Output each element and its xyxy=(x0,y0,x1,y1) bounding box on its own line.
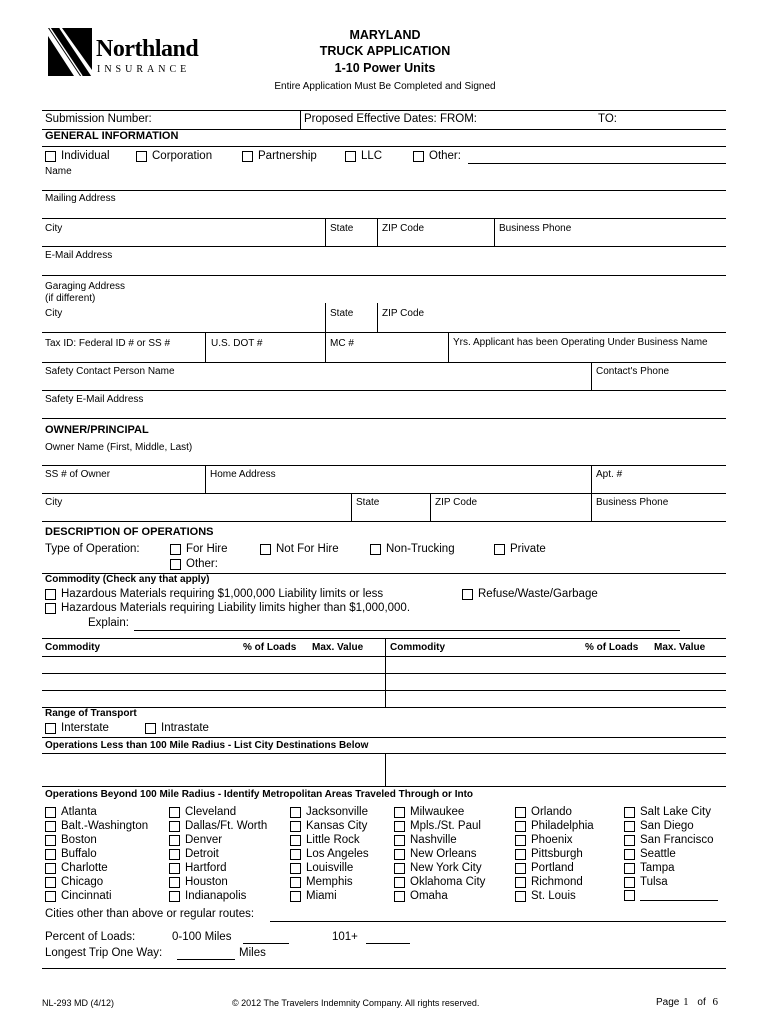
zip-label: ZIP Code xyxy=(382,223,425,234)
corporation-checkbox[interactable]: Corporation xyxy=(136,150,212,162)
city-label: Portland xyxy=(531,862,574,874)
owner-state-label: State xyxy=(356,497,380,508)
city-checkbox[interactable] xyxy=(290,834,360,846)
commodity-row-3[interactable] xyxy=(42,707,726,708)
city-checkbox[interactable] xyxy=(515,820,594,832)
city-label: New York City xyxy=(410,862,482,874)
city-label: City xyxy=(45,223,63,234)
safety-email-label: Safety E-Mail Address xyxy=(45,394,144,405)
other-cities-field[interactable] xyxy=(270,921,726,922)
garaging-address-label: Garaging Address xyxy=(45,281,126,292)
explain-field[interactable] xyxy=(134,630,680,631)
city-label: Miami xyxy=(306,890,337,902)
effective-dates-label: Proposed Effective Dates: FROM: xyxy=(304,113,477,125)
non-trucking-checkbox[interactable]: Non-Trucking xyxy=(370,543,455,555)
page-number: 1 xyxy=(683,996,689,1008)
years-operating-label: Yrs. Applicant has been Operating Under Business Name xyxy=(453,337,708,348)
form-number: NL-293 MD (4/12) xyxy=(42,998,115,1008)
page-total: 6 xyxy=(712,996,719,1008)
private-checkbox[interactable]: Private xyxy=(494,543,546,555)
logo-sub: INSURANCE xyxy=(97,64,191,75)
miles-label: Miles xyxy=(239,947,266,959)
city-label: Atlanta xyxy=(61,806,97,818)
city-label: Buffalo xyxy=(61,848,97,860)
name-label: Name xyxy=(45,166,72,177)
garaging-zip-label: ZIP Code xyxy=(382,308,425,319)
mc-number-label: MC # xyxy=(330,338,354,349)
city-checkbox[interactable] xyxy=(624,834,714,846)
city-checkbox[interactable] xyxy=(45,876,103,888)
longest-trip-field[interactable] xyxy=(177,959,235,960)
city-checkbox[interactable] xyxy=(394,834,457,846)
owner-name-field[interactable] xyxy=(42,465,726,466)
state-label: State xyxy=(330,223,354,234)
city-other-blank xyxy=(640,890,718,901)
business-phone-label: Business Phone xyxy=(499,223,572,234)
city-label: San Francisco xyxy=(640,834,714,846)
other-checkbox[interactable]: Other: xyxy=(413,150,461,162)
garaging-city-label: City xyxy=(45,308,63,319)
range-101-field[interactable] xyxy=(366,943,410,944)
city-checkbox[interactable] xyxy=(169,862,227,874)
owner-name-label: Owner Name (First, Middle, Last) xyxy=(45,442,193,453)
page-indicator: Page 1 of 6 xyxy=(656,996,719,1008)
city-label: Hartford xyxy=(185,862,227,874)
range-101-label: 101+ xyxy=(332,931,358,943)
city-checkbox[interactable] xyxy=(394,876,485,888)
title-units: 1-10 Power Units xyxy=(334,61,436,75)
range-transport-heading: Range of Transport xyxy=(45,708,137,719)
individual-checkbox[interactable]: Individual xyxy=(45,150,110,162)
interstate-checkbox[interactable]: Interstate xyxy=(45,722,109,734)
commodity-row-2[interactable] xyxy=(42,690,726,691)
city-label: Philadelphia xyxy=(531,820,594,832)
city-checkbox[interactable] xyxy=(515,890,576,902)
city-label: Indianapolis xyxy=(185,890,247,902)
city-label: Salt Lake City xyxy=(640,806,711,818)
city-label: Los Angeles xyxy=(306,848,369,860)
city-label: Oklahoma City xyxy=(410,876,486,888)
city-checkbox[interactable] xyxy=(624,820,694,832)
city-checkbox[interactable] xyxy=(624,848,676,860)
city-label: Richmond xyxy=(531,876,583,888)
city-label: Dallas/Ft. Worth xyxy=(185,820,268,832)
city-label: Phoenix xyxy=(531,834,573,846)
city-checkbox[interactable] xyxy=(394,890,448,902)
refuse-checkbox[interactable]: Refuse/Waste/Garbage xyxy=(462,588,598,600)
range-0-100-label: 0-100 Miles xyxy=(172,931,232,943)
home-address-label: Home Address xyxy=(210,469,276,480)
city-label: Omaha xyxy=(410,890,448,902)
city-checkbox[interactable] xyxy=(290,876,353,888)
less-100-heading: Operations Less than 100 Mile Radius - List City Destinations Below xyxy=(45,740,369,751)
city-label: San Diego xyxy=(640,820,694,832)
loads-col-header-2: % of Loads xyxy=(585,642,639,653)
city-checkbox[interactable] xyxy=(515,862,574,874)
city-label: Kansas City xyxy=(306,820,368,832)
hazmat-low-checkbox[interactable]: Hazardous Materials requiring $1,000,000 Liability limits or less xyxy=(45,588,383,600)
range-0-100-field[interactable] xyxy=(243,943,289,944)
city-checkbox[interactable] xyxy=(169,806,236,818)
city-label: Milwaukee xyxy=(410,806,465,818)
city-checkbox[interactable] xyxy=(290,806,368,818)
name-field[interactable] xyxy=(42,190,726,191)
operations-heading: DESCRIPTION OF OPERATIONS xyxy=(45,526,214,538)
loads-col-header: % of Loads xyxy=(243,642,297,653)
city-checkbox[interactable] xyxy=(45,862,108,874)
city-label: Charlotte xyxy=(61,862,108,874)
city-checkbox[interactable] xyxy=(624,890,718,901)
city-checkbox[interactable] xyxy=(169,848,219,860)
copyright-text: © 2012 The Travelers Indemnity Company. All rights reserved. xyxy=(232,998,480,1008)
city-label: Memphis xyxy=(306,876,353,888)
city-label: Tampa xyxy=(640,862,675,874)
city-checkbox[interactable] xyxy=(45,820,148,832)
intrastate-checkbox[interactable]: Intrastate xyxy=(145,722,209,734)
email-field[interactable] xyxy=(42,275,726,276)
city-checkbox[interactable] xyxy=(169,876,228,888)
city-label: Orlando xyxy=(531,806,572,818)
city-label: Chicago xyxy=(61,876,104,888)
commodity-heading: Commodity (Check any that apply) xyxy=(45,574,210,585)
other-cities-label: Cities other than above or regular routes: xyxy=(45,908,255,920)
owner-ss-label: SS # of Owner xyxy=(45,469,111,480)
mailing-address-field[interactable] xyxy=(42,218,726,219)
beyond-100-heading: Operations Beyond 100 Mile Radius - Identify Metropolitan Areas Traveled Through or Into xyxy=(45,789,474,800)
contact-phone-label: Contact's Phone xyxy=(596,366,670,377)
city-checkbox[interactable] xyxy=(394,820,481,832)
city-checkbox[interactable] xyxy=(290,848,369,860)
city-checkbox[interactable] xyxy=(394,862,482,874)
apt-label: Apt. # xyxy=(596,469,623,480)
city-label: Little Rock xyxy=(306,834,360,846)
max-value-col-header-2: Max. Value xyxy=(654,642,706,653)
email-label: E-Mail Address xyxy=(45,250,113,261)
longest-trip-label: Longest Trip One Way: xyxy=(45,947,163,959)
city-checkbox[interactable] xyxy=(290,862,353,874)
city-checkbox[interactable] xyxy=(624,862,675,874)
city-label: Cincinnati xyxy=(61,890,112,902)
percent-loads-label: Percent of Loads: xyxy=(45,931,136,943)
owner-city-label: City xyxy=(45,497,63,508)
city-checkbox[interactable] xyxy=(169,890,246,902)
owner-business-phone-label: Business Phone xyxy=(596,497,669,508)
city-checkbox[interactable] xyxy=(515,834,573,846)
title-note: Entire Application Must Be Completed and Signed xyxy=(274,81,496,92)
tax-id-label: Tax ID: Federal ID # or SS # xyxy=(45,338,171,349)
effective-to-label: TO: xyxy=(598,113,617,125)
city-label: Denver xyxy=(185,834,223,846)
city-checkbox[interactable] xyxy=(45,806,97,818)
other-operation-checkbox[interactable]: Other: xyxy=(170,558,218,570)
city-label: Detroit xyxy=(185,848,219,860)
type-of-operation-label: Type of Operation: xyxy=(45,543,140,555)
city-label: New Orleans xyxy=(410,848,477,860)
city-checkbox[interactable] xyxy=(394,848,476,860)
safety-contact-label: Safety Contact Person Name xyxy=(45,366,175,377)
city-checkbox[interactable] xyxy=(394,806,464,818)
city-checkbox[interactable] xyxy=(45,890,112,902)
explain-label: Explain: xyxy=(88,617,129,629)
llc-checkbox[interactable]: LLC xyxy=(345,150,382,162)
city-checkbox[interactable] xyxy=(515,848,583,860)
city-checkbox[interactable] xyxy=(290,820,367,832)
owner-zip-label: ZIP Code xyxy=(435,497,478,508)
partnership-checkbox[interactable]: Partnership xyxy=(242,150,317,162)
city-label: Nashville xyxy=(410,834,457,846)
title-application: TRUCK APPLICATION xyxy=(319,44,451,58)
commodity-row-1[interactable] xyxy=(42,673,726,674)
city-label: Pittsburgh xyxy=(531,848,583,860)
city-label: Seattle xyxy=(640,848,676,860)
city-label: Jacksonville xyxy=(306,806,368,818)
city-checkbox[interactable] xyxy=(515,876,583,888)
max-value-col-header: Max. Value xyxy=(312,642,364,653)
city-checkbox[interactable] xyxy=(45,834,97,846)
city-label: Mpls./St. Paul xyxy=(410,820,481,832)
garaging-if-different-label: (if different) xyxy=(45,293,96,304)
city-checkbox[interactable] xyxy=(515,806,572,818)
title-state: MARYLAND xyxy=(349,28,421,42)
for-hire-checkbox[interactable]: For Hire xyxy=(170,543,228,555)
city-checkbox[interactable] xyxy=(624,876,668,888)
safety-email-field[interactable] xyxy=(42,418,726,419)
city-label: Louisville xyxy=(306,862,354,874)
city-checkbox[interactable] xyxy=(45,848,97,860)
general-info-heading: GENERAL INFORMATION xyxy=(45,130,179,142)
garaging-state-label: State xyxy=(330,308,354,319)
submission-number-label: Submission Number: xyxy=(45,113,152,125)
destinations-row[interactable] xyxy=(42,786,726,787)
city-label: St. Louis xyxy=(531,890,576,902)
not-for-hire-checkbox[interactable]: Not For Hire xyxy=(260,543,339,555)
owner-heading: OWNER/PRINCIPAL xyxy=(45,424,149,436)
commodity-col-header: Commodity xyxy=(45,642,100,653)
city-label: Boston xyxy=(61,834,97,846)
city-checkbox[interactable] xyxy=(290,890,337,902)
hazmat-high-checkbox[interactable]: Hazardous Materials requiring Liability limits higher than $1,000,000. xyxy=(45,602,410,614)
city-label: Houston xyxy=(185,876,228,888)
city-label: Cleveland xyxy=(185,806,237,818)
city-checkbox[interactable] xyxy=(169,834,222,846)
dot-number-label: U.S. DOT # xyxy=(211,338,263,349)
commodity-col-header-2: Commodity xyxy=(390,642,445,653)
city-checkbox[interactable] xyxy=(624,806,711,818)
city-label: Balt.-Washington xyxy=(61,820,149,832)
mailing-address-label: Mailing Address xyxy=(45,193,116,204)
city-checkbox[interactable] xyxy=(169,820,267,832)
logo-brand: Northland xyxy=(96,36,199,62)
city-label: Tulsa xyxy=(640,876,668,888)
